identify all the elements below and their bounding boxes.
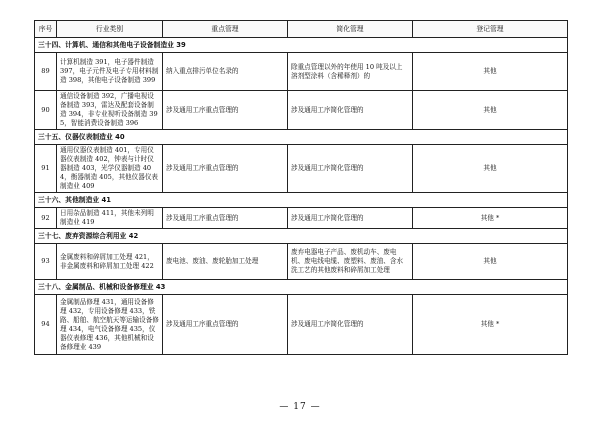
row-number: 94 — [35, 295, 57, 355]
row-key-management: 涉及通用工序重点管理的 — [163, 295, 288, 355]
row-register-management: 其他 — [413, 53, 568, 91]
section-heading-row — [35, 193, 568, 208]
section-title: 三十七、废弃资源综合利用业 42 — [35, 229, 568, 244]
row-simple-management: 涉及通用工序简化管理的 — [288, 145, 413, 193]
section-heading-row — [35, 38, 568, 53]
table-row — [35, 244, 568, 280]
row-key-management: 涉及通用工序重点管理的 — [163, 91, 288, 130]
row-category: 通信设备制造 392，广播电视设备制造 393，雷达及配套设备制造 394，非专业视听设备制造 395，智能消费设备制造 396 — [57, 91, 163, 130]
table-row — [35, 53, 568, 91]
row-category: 金属废料和碎屑加工处理 421，非金属废料和碎屑加工处理 422 — [57, 244, 163, 280]
table-row — [35, 145, 568, 193]
section-heading-row — [35, 280, 568, 295]
row-key-management: 涉及通用工序重点管理的 — [163, 208, 288, 229]
row-category: 日用杂品制造 411，其他未列明制造业 419 — [57, 208, 163, 229]
row-register-management: 其他 * — [413, 295, 568, 355]
header-register-management: 登记管理 — [413, 21, 568, 38]
table-header-row — [35, 21, 568, 38]
header-simple-management: 简化管理 — [288, 21, 413, 38]
row-key-management: 涉及通用工序重点管理的 — [163, 145, 288, 193]
table-row — [35, 208, 568, 229]
row-number: 91 — [35, 145, 57, 193]
header-no: 序号 — [35, 21, 57, 38]
page-number: — 17 — — [279, 402, 321, 412]
row-category: 通用仪器仪表制造 401，专用仪器仪表制造 402，钟表与计时仪器制造 403，光学仪器制造 404，衡器制造 405，其他仪器仪表制造业 409 — [57, 145, 163, 193]
section-title: 三十五、仪器仪表制造业 40 — [35, 130, 568, 145]
permit-classification-table — [34, 20, 568, 355]
row-register-management: 其他 — [413, 145, 568, 193]
row-number: 93 — [35, 244, 57, 280]
section-title: 三十八、金属制品、机械和设备修理业 43 — [35, 280, 568, 295]
row-register-management: 其他 — [413, 91, 568, 130]
row-simple-management: 涉及通用工序简化管理的 — [288, 91, 413, 130]
row-simple-management: 除重点管理以外的年使用 10 吨及以上溶剂型涂料（含稀释剂）的 — [288, 53, 413, 91]
row-simple-management: 涉及通用工序简化管理的 — [288, 295, 413, 355]
section-title: 三十四、计算机、通信和其他电子设备制造业 39 — [35, 38, 568, 53]
table-row — [35, 295, 568, 355]
row-key-management: 纳入重点排污单位名录的 — [163, 53, 288, 91]
section-heading-row — [35, 229, 568, 244]
header-key-management: 重点管理 — [163, 21, 288, 38]
row-key-management: 废电池、废油、废轮胎加工处理 — [163, 244, 288, 280]
row-category: 金属制品修理 431，通用设备修理 432，专用设备修理 433，铁路、船舶、航空航天等运输设备修理 434，电气设备修理 435，仪器仪表修理 436，其他机械和设备修理业 439 — [57, 295, 163, 355]
row-register-management: 其他 * — [413, 208, 568, 229]
section-title: 三十六、其他制造业 41 — [35, 193, 568, 208]
section-heading-row — [35, 130, 568, 145]
row-number: 90 — [35, 91, 57, 130]
row-simple-management: 废弃电器电子产品、废机动车、废电机、废电线电缆、废塑料、废油、含水洗工艺的其他废料和碎屑加工处理 — [288, 244, 413, 280]
row-number: 89 — [35, 53, 57, 91]
table-row — [35, 91, 568, 130]
row-register-management: 其他 — [413, 244, 568, 280]
row-simple-management: 涉及通用工序简化管理的 — [288, 208, 413, 229]
header-category: 行业类别 — [57, 21, 163, 38]
row-number: 92 — [35, 208, 57, 229]
row-category: 计算机制造 391，电子器件制造 397，电子元件及电子专用材料制造 398，其他电子设备制造 399 — [57, 53, 163, 91]
